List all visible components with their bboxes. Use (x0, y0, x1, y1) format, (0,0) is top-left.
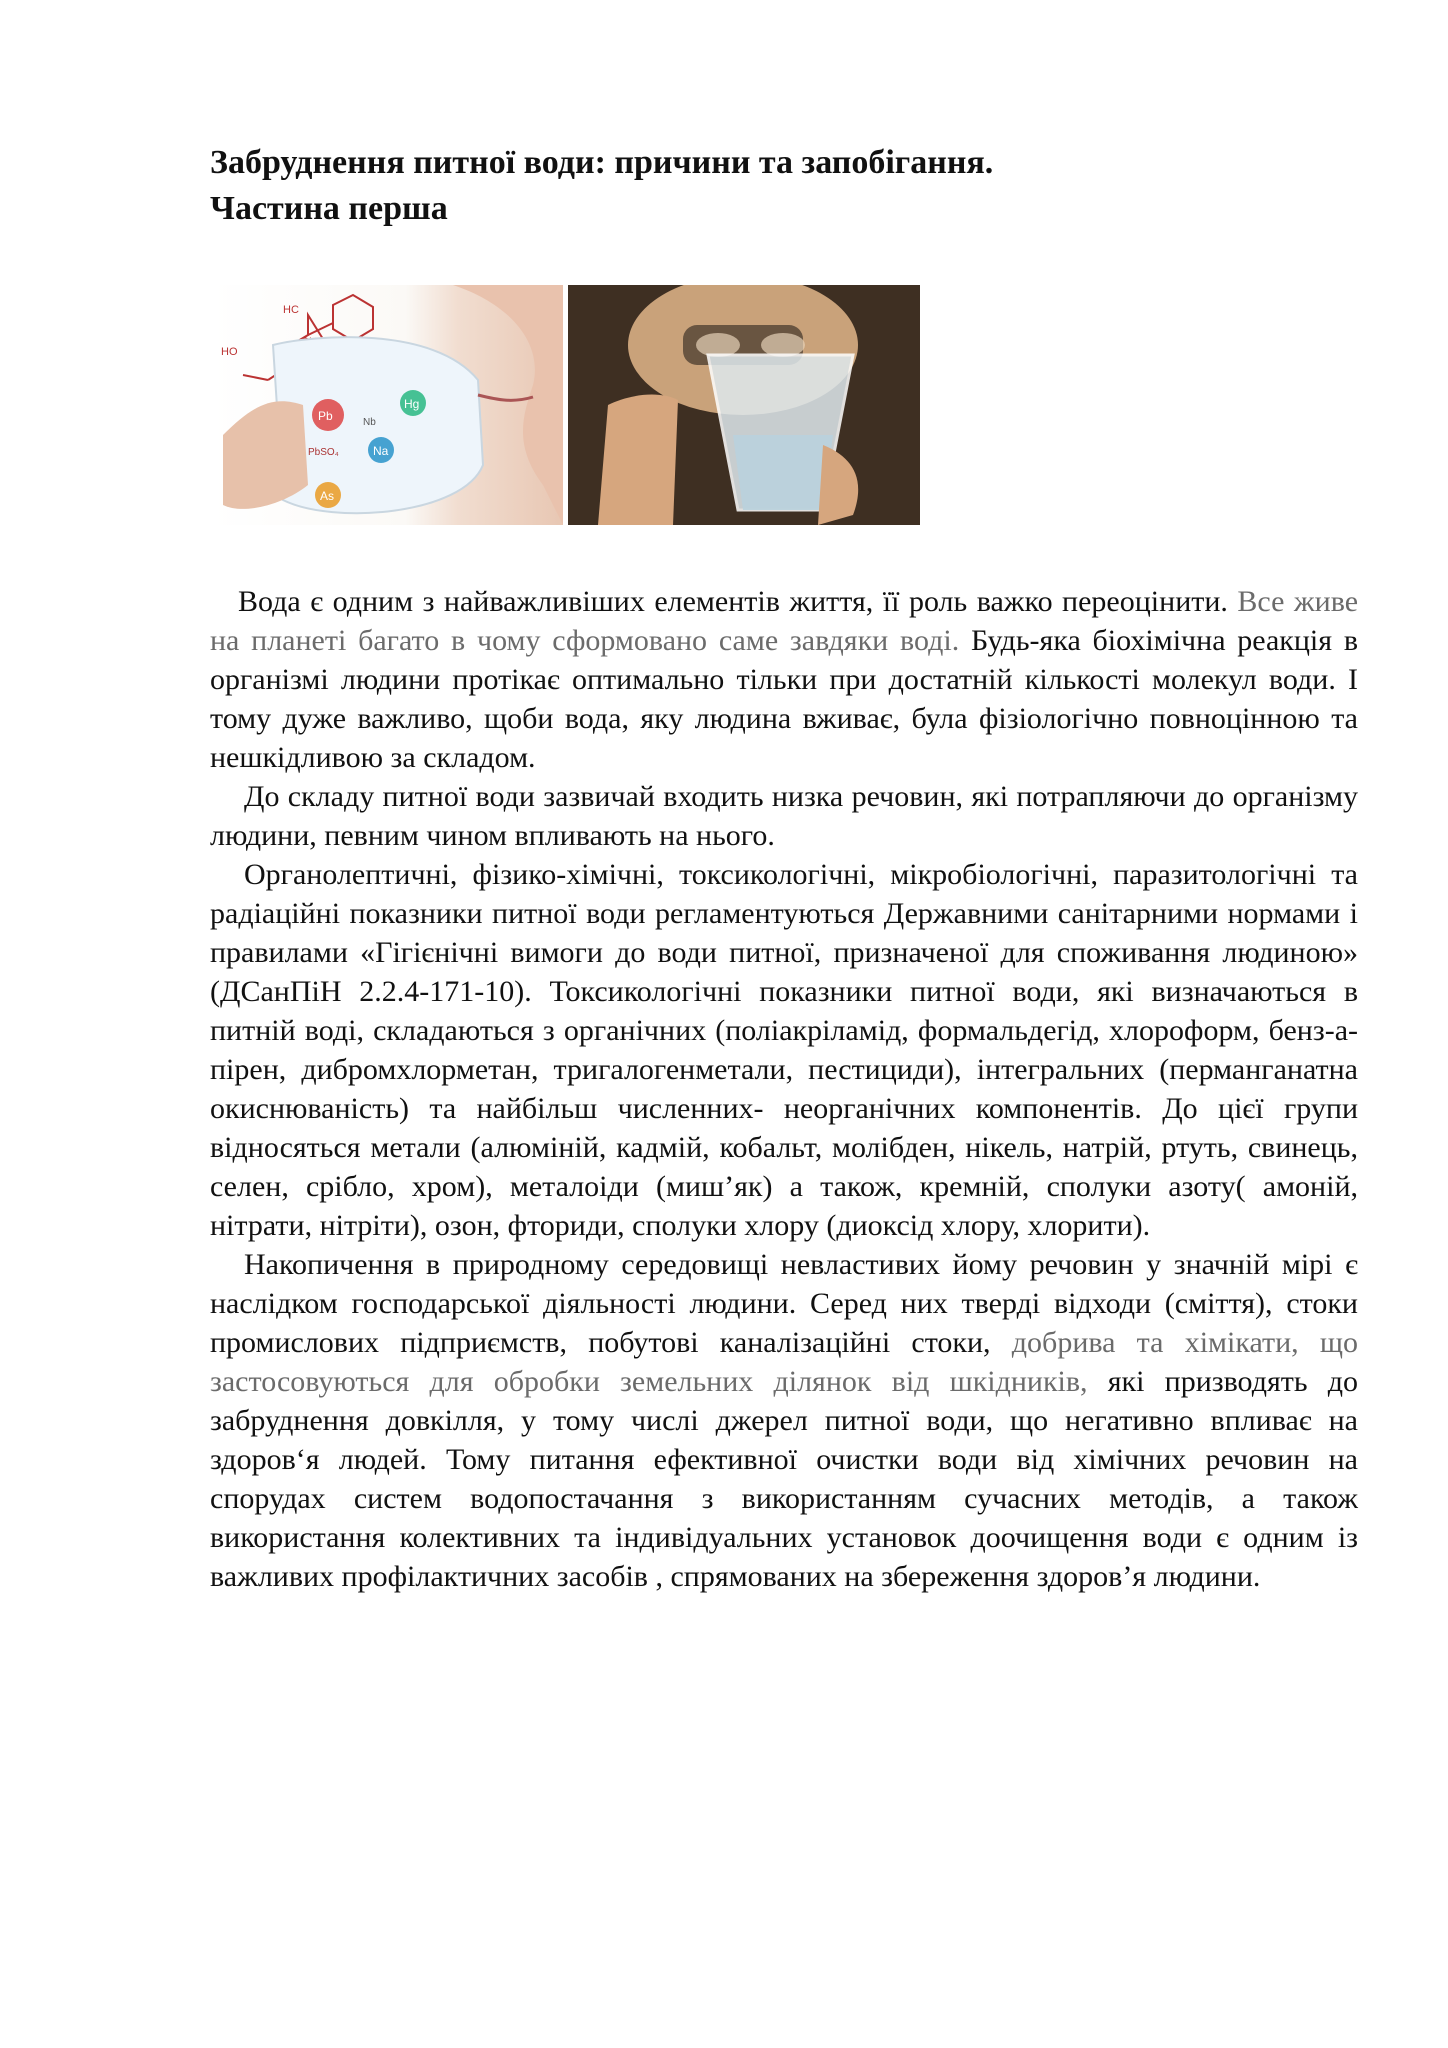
element-as: As (320, 489, 335, 503)
paragraph-4-text-b: добрива та хімікати, що застосовуються для обробки земельних ділянок від шкідників, (210, 1326, 1359, 1398)
element-pb: Pb (318, 409, 333, 423)
chem-label-ho: HO (221, 346, 238, 358)
paragraph-4-text-c: які призводять до забруднення довкілля, у тому числі джерел питної води, що негативно впливає на здоров‘я людей. Тому питання ефективної очистки води від хімічних речовин на спорудах систем водопостачання з використанням сучасних методів, а також використання колективних та індивідуальних установок доочищення води є одним із важливих профілактичних засобів , спрямованих на збереження здоров’я людини. (210, 1365, 1358, 1593)
illustration (213, 285, 920, 525)
title-line-1: Забруднення питної води: причини та запобігання. (210, 144, 994, 181)
paragraph-1-text-a: Вода є одним з найважливіших елементів життя, її роль важко переоцінити. (238, 585, 1228, 618)
paragraph-4 (210, 1245, 1358, 1596)
paragraph-4-text-a: Накопичення в природному середовищі невластивих йому речовин у значній мірі є наслідком господарської діяльності людини. Серед них тверді відходи (сміття), стоки промислових підприємств, побутові каналізаційні стоки, (210, 1248, 1358, 1359)
person-drinking-glass-image (568, 285, 920, 525)
paragraph-1 (210, 582, 1358, 777)
element-nb: Nb (363, 417, 376, 428)
paragraph-2: До складу питної води зазвичай входить низка речовин, які потрапляючи до організму людини, певним чином впливають на нього. (210, 780, 1358, 852)
paragraph-1-text-c: Будь-яка біохімічна реакція в організмі людини протікає оптимально тільки при достатній кількості молекул води. І тому дуже важливо, щоби вода, яку людина вживає, була фізіологічно повноцінною та нешкідливою за складом. (210, 624, 1359, 774)
paragraph-1-text-b: Все живе на планеті багато в чому сформовано саме завдяки воді. (210, 585, 1359, 657)
page-title (210, 140, 1310, 232)
paragraph-3: Органолептичні, фізико-хімічні, токсикологічні, мікробіологічні, паразитологічні та радіаційні показники питної води регламентуються Державними санітарними нормами і правилами «Гігієнічні вимоги до води питної, призначеної для споживання людиною» (ДСанПіН 2.2.4-171-10). Токсикологічні показники питної води, які визначаються в питній воді, складаються з органічних (поліакріламід, формальдегід, хлороформ, бенз-а-пірен, дибромхлорметан, тригалогенметали, пестициди), інтегральних (перманганатна окиснюваність) та найбільш численних- неорганічних компонентів. До цієї групи відносяться метали (алюміній, кадмій, кобальт, молібден, нікель, натрій, ртуть, свинець, селен, срібло, хром), металоіди (миш’як) а також, кремній, сполуки азоту( амоній, нітрати, нітріти), озон, фториди, сполуки хлору (диоксід хлору, хлорити). (210, 858, 1358, 1242)
element-hg: Hg (404, 397, 420, 411)
element-pbso4: PbSO₄ (308, 447, 339, 458)
article-body (210, 582, 1358, 1596)
drinking-water-molecules-image (213, 285, 563, 525)
chem-label-hc: HC (283, 304, 299, 316)
element-na: Na (373, 444, 389, 458)
title-line-2: Частина перша (210, 190, 448, 227)
